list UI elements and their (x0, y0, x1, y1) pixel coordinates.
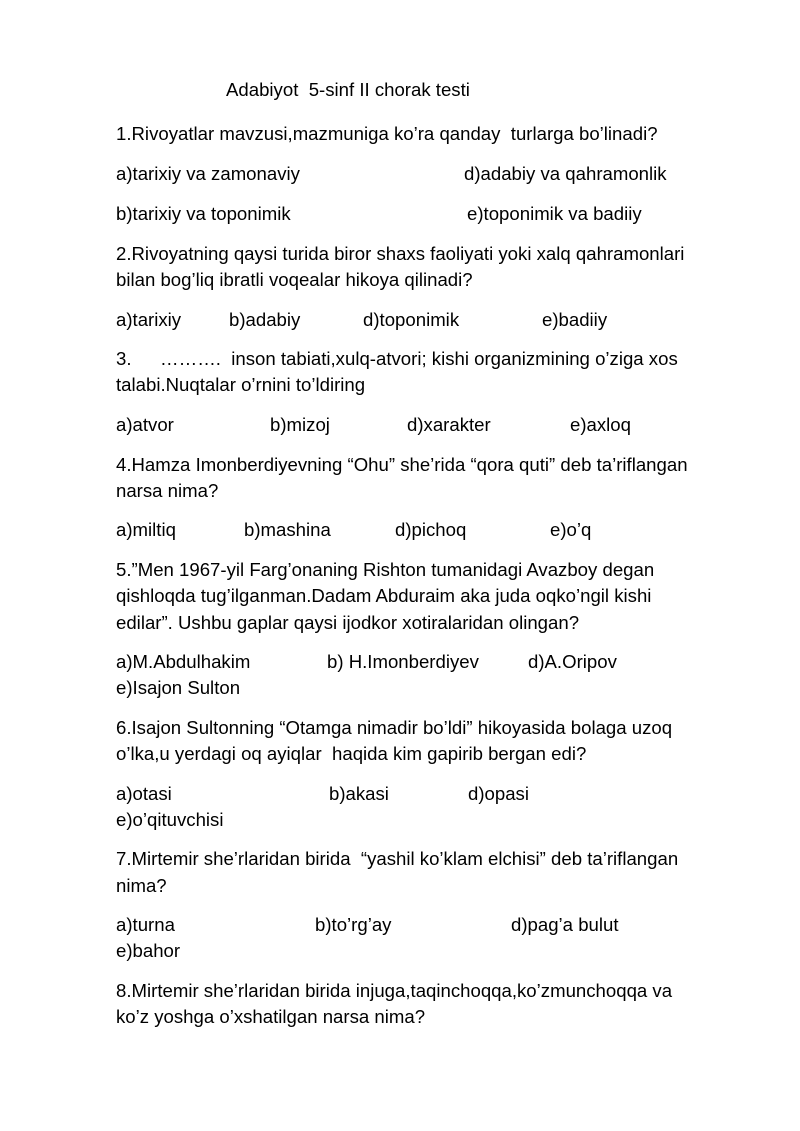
question-1-option-a: a)tarixiy va zamonaviy (116, 163, 300, 184)
question-6-option-a: a)otasi (116, 783, 172, 804)
question-5-option-a: a)M.Abdulhakim (116, 651, 251, 672)
question-5-text-line-2: qishloqda tug’ilganman.Dadam Abduraim aka juda oqko’ngil kishi (116, 585, 652, 606)
page-title: Adabiyot 5-sinf II chorak testi (226, 79, 470, 100)
question-7-text-line-2: nima? (116, 875, 167, 896)
question-2-option-a: a)tarixiy (116, 309, 182, 330)
question-7-option-d: d)pag’a bulut (511, 914, 619, 935)
question-5-text-line-1: 5.”Men 1967-yil Farg’onaning Rishton tumanidagi Avazboy degan (116, 559, 655, 580)
question-3-option-e: e)axloq (570, 414, 631, 435)
question-5-option-b: b) H.Imonberdiyev (327, 651, 479, 672)
question-4-text-line-2: narsa nima? (116, 480, 219, 501)
question-2-text-line-1: 2.Rivoyatning qaysi turida biror shaxs faoliyati yoki xalq qahramonlari (116, 243, 685, 264)
question-5-option-e: e)Isajon Sulton (116, 677, 241, 698)
question-6-option-b: b)akasi (329, 783, 389, 804)
question-7-text-line-1: 7.Mirtemir she’rlaridan birida “yashil ko’klam elchisi” deb ta’riflangan (116, 848, 679, 869)
question-2-text-line-2: bilan bog’liq ibratli voqealar hikoya qilinadi? (116, 269, 473, 290)
question-1-option-d: d)adabiy va qahramonlik (464, 163, 667, 184)
question-1-option-e: e)toponimik va badiiy (467, 203, 642, 224)
question-2-option-d: d)toponimik (363, 309, 460, 330)
question-5-text-line-3: edilar”. Ushbu gaplar qaysi ijodkor xotiralaridan olingan? (116, 612, 580, 633)
question-6-option-e: e)o’qituvchisi (116, 809, 224, 830)
question-6-text-line-1: 6.Isajon Sultonning “Otamga nimadir bo’ldi” hikoyasida bolaga uzoq (116, 717, 673, 738)
question-4-option-e: e)o’q (550, 519, 592, 540)
question-3-text-line-2: talabi.Nuqtalar o’rnini to’ldiring (116, 374, 366, 395)
question-5-option-d: d)A.Oripov (528, 651, 617, 672)
question-6-option-d: d)opasi (468, 783, 529, 804)
question-7-option-a: a)turna (116, 914, 175, 935)
question-4-option-d: d)pichoq (395, 519, 467, 540)
question-3-number: 3. (116, 348, 132, 369)
question-7-option-b: b)to’rg’ay (315, 914, 392, 935)
question-3-text-line-1: ………. inson tabiati,xulq-atvori; kishi organizmining o’ziga xos (160, 348, 678, 369)
question-4-text-line-1: 4.Hamza Imonberdiyevning “Ohu” she’rida “qora quti” deb ta’riflangan (116, 454, 688, 475)
question-1-text: 1.Rivoyatlar mavzusi,mazmuniga ko’ra qanday turlarga bo’linadi? (116, 123, 658, 144)
question-2-option-b: b)adabiy (229, 309, 301, 330)
question-8-text-line-1: 8.Mirtemir she’rlaridan birida injuga,taqinchoqqa,ko’zmunchoqqa va (116, 980, 673, 1001)
question-8-text-line-2: ko’z yoshga o’xshatilgan narsa nima? (116, 1006, 426, 1027)
question-4-option-a: a)miltiq (116, 519, 176, 540)
question-7-option-e: e)bahor (116, 940, 181, 961)
question-2-option-e: e)badiiy (542, 309, 608, 330)
question-3-option-a: a)atvor (116, 414, 174, 435)
question-6-text-line-2: o’lka,u yerdagi oq ayiqlar haqida kim gapirib bergan edi? (116, 743, 587, 764)
question-4-option-b: b)mashina (244, 519, 331, 540)
question-1-option-b: b)tarixiy va toponimik (116, 203, 291, 224)
question-3-option-b: b)mizoj (270, 414, 330, 435)
question-3-option-d: d)xarakter (407, 414, 491, 435)
